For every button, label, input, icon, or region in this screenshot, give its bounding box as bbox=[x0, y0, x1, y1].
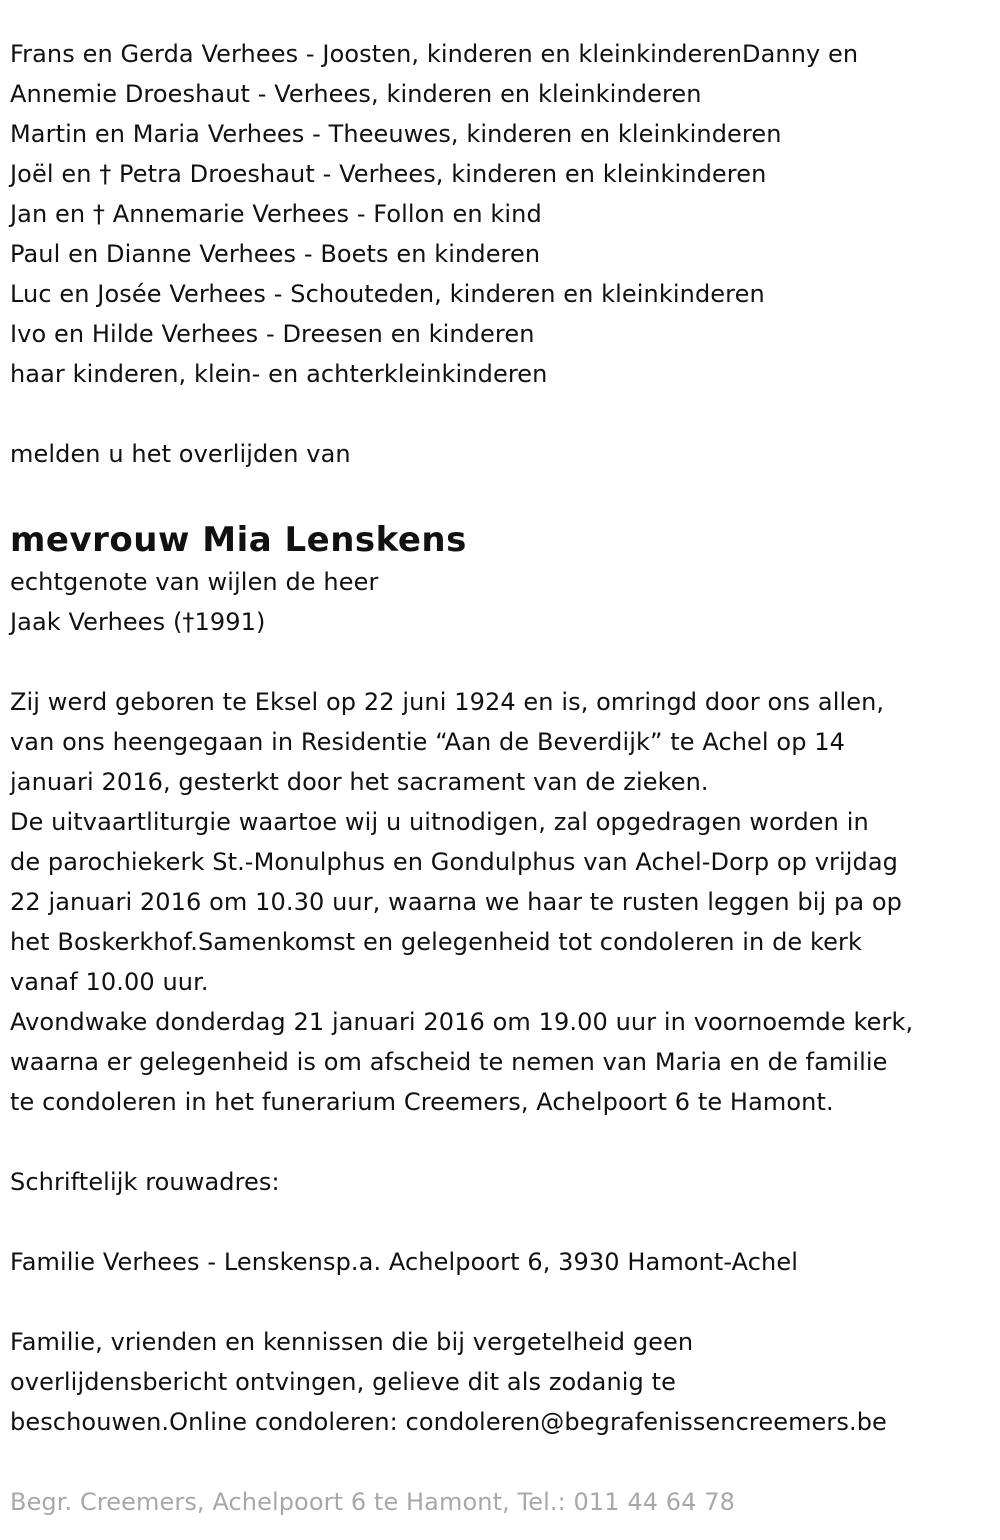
body-line: het Boskerkhof.Samenkomst en gelegenheid tot condoleren in de kerk bbox=[10, 928, 863, 956]
family-line: Joël en † Petra Droeshaut - Verhees, kinderen en kleinkinderen bbox=[10, 160, 767, 188]
family-line: Jan en † Annemarie Verhees - Follon en kind bbox=[10, 200, 542, 228]
spacer bbox=[10, 1122, 990, 1162]
body-line: 22 januari 2016 om 10.30 uur, waarna we haar te rusten leggen bij pa op bbox=[10, 888, 902, 916]
body-line: Avondwake donderdag 21 januari 2016 om 19.00 uur in voornoemde kerk, bbox=[10, 1008, 914, 1036]
family-line: Annemie Droeshaut - Verhees, kinderen en kleinkinderen bbox=[10, 80, 702, 108]
spacer bbox=[10, 1202, 990, 1242]
address-label: Schriftelijk rouwadres: bbox=[10, 1168, 280, 1196]
body-line: te condoleren in het funerarium Creemers, Achelpoort 6 te Hamont. bbox=[10, 1088, 834, 1116]
body-line: januari 2016, gesterkt door het sacrament van de zieken. bbox=[10, 768, 709, 796]
body-line: Zij werd geboren te Eksel op 22 juni 1924 en is, omringd door ons allen, bbox=[10, 688, 885, 716]
spouse-line: echtgenote van wijlen de heer bbox=[10, 568, 379, 596]
announcement-text: melden u het overlijden van bbox=[10, 440, 351, 468]
family-list bbox=[10, 34, 990, 394]
funeral-home-footer: Begr. Creemers, Achelpoort 6 te Hamont, Tel.: 011 44 64 78 bbox=[10, 1488, 736, 1516]
closing-line: overlijdensbericht ontvingen, gelieve dit als zodanig te bbox=[10, 1368, 676, 1396]
family-line: Luc en Josée Verhees - Schouteden, kinderen en kleinkinderen bbox=[10, 280, 765, 308]
spacer bbox=[10, 642, 990, 682]
spacer bbox=[10, 394, 990, 434]
family-line: Paul en Dianne Verhees - Boets en kinderen bbox=[10, 240, 541, 268]
closing-line: Familie, vrienden en kennissen die bij vergetelheid geen bbox=[10, 1328, 694, 1356]
family-line: haar kinderen, klein- en achterkleinkinderen bbox=[10, 360, 548, 388]
spacer bbox=[10, 1442, 990, 1482]
deceased-name: mevrouw Mia Lenskens bbox=[10, 520, 467, 560]
body-line: van ons heengegaan in Residentie “Aan de Beverdijk” te Achel op 14 bbox=[10, 728, 846, 756]
closing-line: beschouwen.Online condoleren: condoleren@begrafenissencreemers.be bbox=[10, 1408, 887, 1436]
mourning-address: Familie Verhees - Lenskensp.a. Achelpoort 6, 3930 Hamont-Achel bbox=[10, 1248, 798, 1276]
body-line: vanaf 10.00 uur. bbox=[10, 968, 209, 996]
body-line: De uitvaartliturgie waartoe wij u uitnodigen, zal opgedragen worden in bbox=[10, 808, 869, 836]
spacer bbox=[10, 1282, 990, 1322]
family-line: Frans en Gerda Verhees - Joosten, kinderen en kleinkinderenDanny en bbox=[10, 40, 859, 68]
body-line: waarna er gelegenheid is om afscheid te nemen van Maria en de familie bbox=[10, 1048, 888, 1076]
body-text bbox=[10, 682, 990, 1122]
spacer bbox=[10, 474, 990, 514]
family-line: Ivo en Hilde Verhees - Dreesen en kinderen bbox=[10, 320, 535, 348]
family-line: Martin en Maria Verhees - Theeuwes, kinderen en kleinkinderen bbox=[10, 120, 782, 148]
body-line: de parochiekerk St.-Monulphus en Gondulphus van Achel-Dorp op vrijdag bbox=[10, 848, 899, 876]
closing-text bbox=[10, 1322, 990, 1442]
spouse-line: Jaak Verhees (†1991) bbox=[10, 608, 266, 636]
